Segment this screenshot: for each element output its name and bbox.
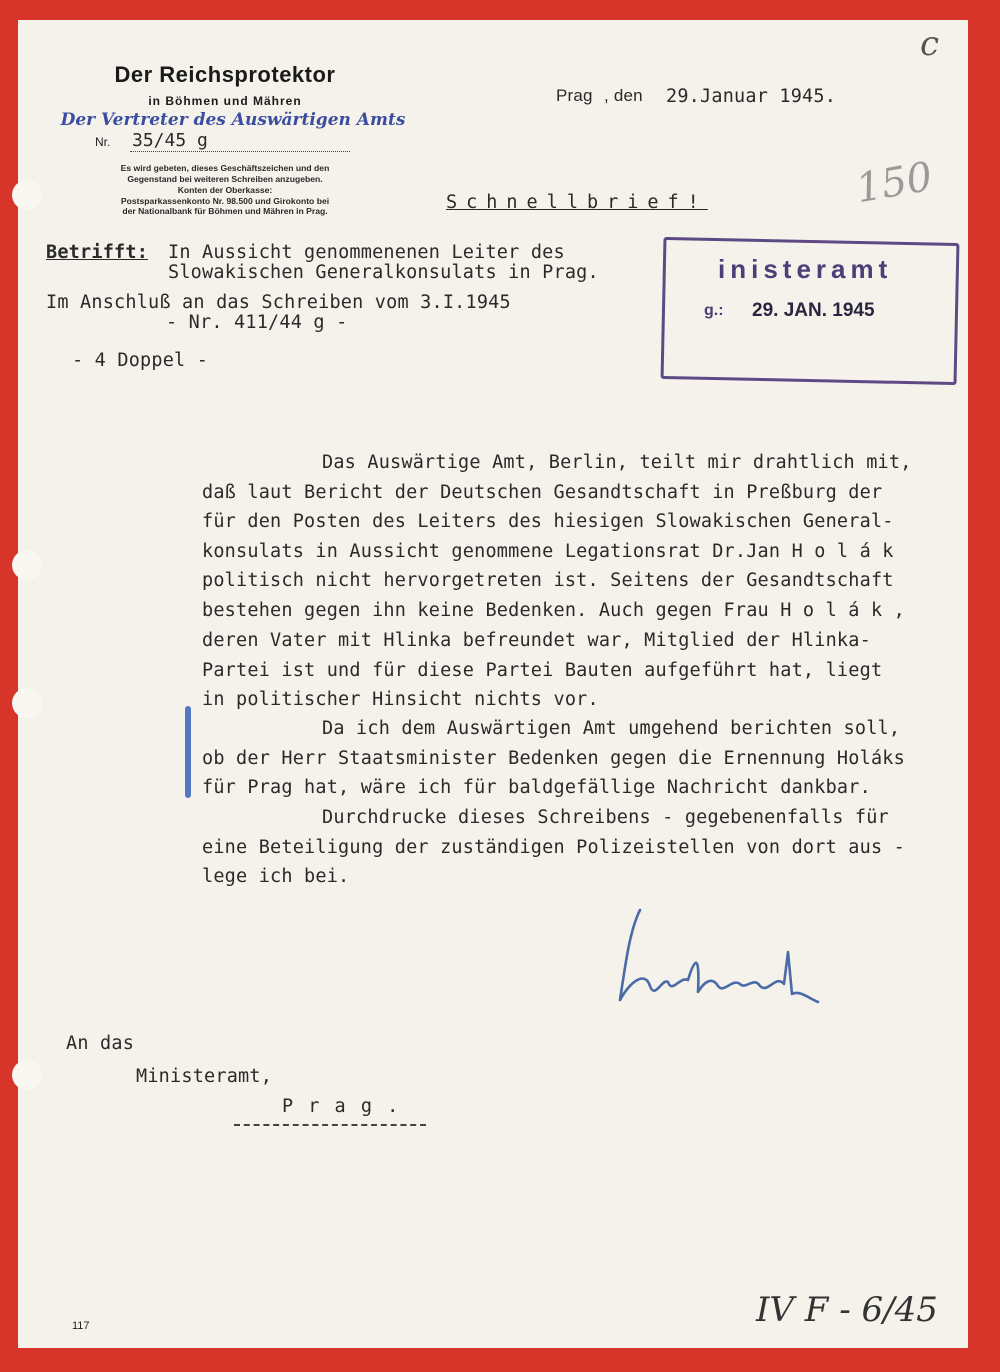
body-line: eine Beteiligung der zuständigen Polizeistellen von dort aus - [202, 837, 905, 858]
body-line: ob der Herr Staatsminister Bedenken gegen die Ernennung Holáks [202, 748, 905, 769]
ref-label: Nr. [95, 135, 111, 149]
recipient-line-3: P r a g . [282, 1096, 401, 1117]
letterhead-title: Der Reichsprotektor [114, 62, 336, 87]
letterhead-note: Es wird gebeten, dieses Geschäftszeichen und den Gegenstand bei weiteren Schreiben anzugeben. Konten der Oberkasse: Postsparkassenkonto Nr. 98.500 und Girokonto bei der Nationalbank für Böhmen und Mähren in Prag. [120, 163, 330, 216]
body-line: Partei ist und für diese Partei Bauten aufgeführt hat, liegt [202, 660, 883, 681]
recipient-line-2: Ministeramt, [136, 1066, 273, 1087]
reference-line-2: - Nr. 411/44 g - [166, 312, 348, 333]
body-line: in politischer Hinsicht nichts vor. [202, 689, 599, 710]
subject-line-1: In Aussicht genommenenen Leiter des [168, 242, 565, 263]
ref-value: 35/45 g [130, 130, 350, 152]
annotation-top-right: c [920, 24, 940, 64]
annotation-number: 150 [852, 153, 936, 213]
letter-date: 29.Januar 1945. [666, 86, 837, 107]
body-line: für Prag hat, wäre ich für baldgefällige Nachricht dankbar. [202, 777, 871, 798]
stamp-date: 29. JAN. 1945 [752, 300, 875, 321]
subject-label: Betrifft: [46, 242, 149, 263]
body-line: bestehen gegen ihn keine Bedenken. Auch gegen Frau H o l á k , [202, 600, 905, 621]
pencil-mark [185, 706, 191, 798]
stamp-office: inisteramt [718, 254, 893, 284]
body-line: konsulats in Aussicht genommene Legationsrat Dr.Jan H o l á k [202, 541, 894, 562]
body-line: daß laut Bericht der Deutschen Gesandtschaft in Preßburg der [202, 482, 883, 503]
body-line: Da ich dem Auswärtigen Amt umgehend berichten soll, [322, 718, 901, 739]
punch-hole [12, 1060, 42, 1090]
date-den: , den [604, 86, 643, 105]
body-line: lege ich bei. [202, 866, 350, 887]
date-place: Prag [556, 86, 593, 105]
punch-hole [12, 688, 42, 718]
punch-hole [12, 180, 42, 210]
letterhead-subtitle: in Böhmen und Mähren [148, 94, 302, 108]
punch-hole [12, 550, 42, 580]
body-line: für den Posten des Leiters des hiesigen Slowakischen General- [202, 511, 894, 532]
body-line: Durchdrucke dieses Schreibens - gegebenenfalls für [322, 807, 889, 828]
signature-image [600, 890, 830, 1020]
body-line: politisch nicht hervorgetreten ist. Seitens der Gesandtschaft [202, 570, 894, 591]
annotation-file-ref: IV F - 6/45 [756, 1290, 938, 1330]
reference-line-1: Im Anschluß an das Schreiben vom 3.I.1945 [46, 292, 511, 313]
office-stamp: Der Vertreter des Auswärtigen Amts [60, 110, 406, 130]
letter-sheet [18, 20, 968, 1348]
copies-note: - 4 Doppel - [72, 350, 209, 371]
recipient-line-1: An das [66, 1033, 135, 1054]
stamp-eing: g.: [704, 302, 724, 319]
body-line: deren Vater mit Hlinka befreundet war, Mitglied der Hlinka- [202, 630, 871, 651]
subject-line-2: Slowakischen Generalkonsulats in Prag. [168, 262, 599, 283]
urgent-label: Schnellbrief! [446, 192, 708, 213]
body-line: Das Auswärtige Amt, Berlin, teilt mir drahtlich mit, [322, 452, 912, 473]
recipient-underline [234, 1124, 426, 1126]
page-number: 117 [72, 1320, 90, 1332]
